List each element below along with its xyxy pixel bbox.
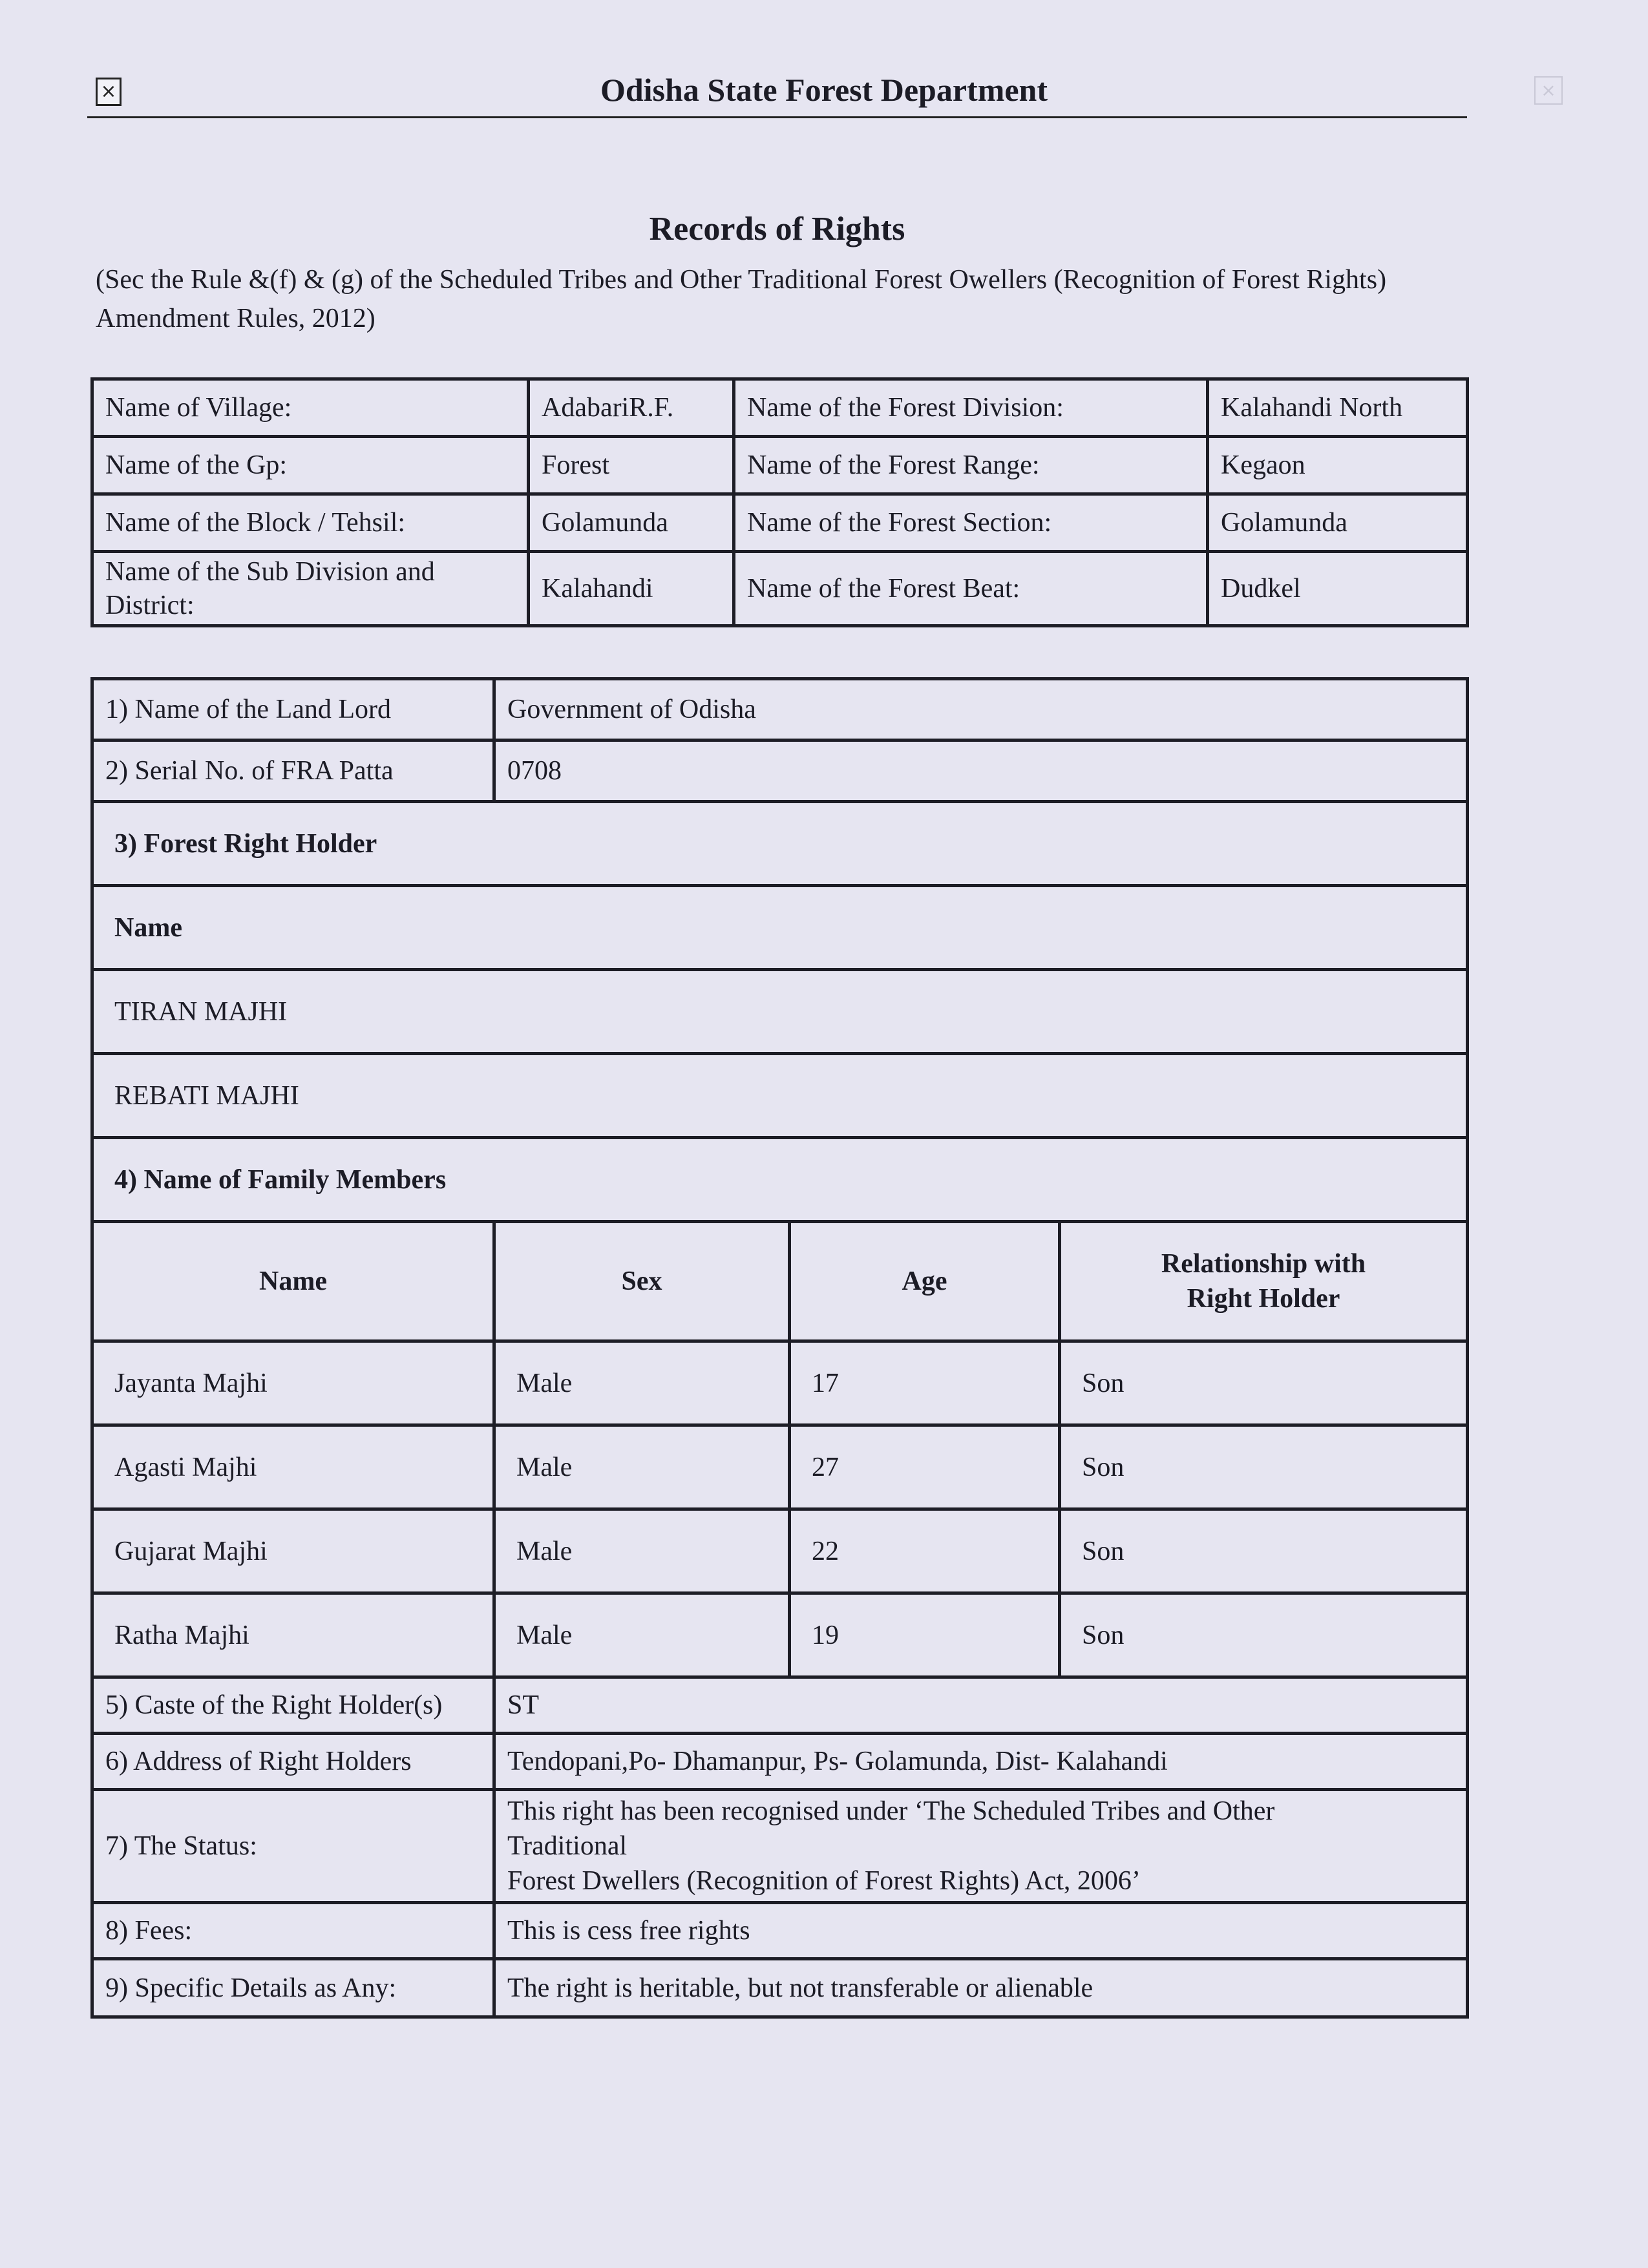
- status-label: 7) The Status:: [92, 1790, 494, 1903]
- land-lord-value: Government of Odisha: [494, 679, 1468, 740]
- land-lord-label: 1) Name of the Land Lord: [92, 679, 494, 740]
- right-holder-heading: 3) Forest Right Holder: [92, 802, 1468, 886]
- serial-label: 2) Serial No. of FRA Patta: [92, 740, 494, 802]
- name-heading: Name: [92, 886, 1468, 970]
- specific-row: [92, 1959, 1468, 2017]
- holder-name: TIRAN MAJHI: [92, 970, 1468, 1054]
- location-label: Name of the Sub Division and District:: [92, 552, 529, 626]
- caste-row: [92, 1677, 1468, 1734]
- location-value: Golamunda: [1208, 494, 1468, 552]
- location-label: Name of the Forest Range:: [734, 437, 1208, 494]
- land-lord-row: [92, 679, 1468, 740]
- column-header-relationship: Relationship with Right Holder: [1060, 1222, 1468, 1341]
- location-value: Kegaon: [1208, 437, 1468, 494]
- status-value: [494, 1790, 1468, 1903]
- section-heading-row: [92, 1138, 1468, 1222]
- fees-row: [92, 1903, 1468, 1959]
- document-title: Records of Rights: [649, 211, 905, 247]
- location-row: [92, 552, 1468, 626]
- family-row: [92, 1593, 1468, 1677]
- holder-row: [92, 970, 1468, 1054]
- family-header-row: [92, 1222, 1468, 1341]
- location-value: Golamunda: [529, 494, 734, 552]
- column-header-age: Age: [790, 1222, 1060, 1341]
- address-label: 6) Address of Right Holders: [92, 1734, 494, 1790]
- header-divider: [87, 116, 1467, 118]
- location-value: Kalahandi North: [1208, 379, 1468, 437]
- family-name: Gujarat Majhi: [92, 1509, 494, 1593]
- fees-value: This is cess free rights: [494, 1903, 1468, 1959]
- family-name: Ratha Majhi: [92, 1593, 494, 1677]
- faint-close-icon: ×: [1534, 76, 1563, 105]
- name-heading-row: [92, 886, 1468, 970]
- holder-row: [92, 1054, 1468, 1138]
- family-sex: Male: [494, 1509, 790, 1593]
- caste-value: ST: [494, 1677, 1468, 1734]
- family-relation: Son: [1060, 1593, 1468, 1677]
- header-title: Odisha State Forest Department: [600, 72, 1048, 108]
- family-sex: Male: [494, 1425, 790, 1509]
- family-sex: Male: [494, 1593, 790, 1677]
- family-name: Jayanta Majhi: [92, 1341, 494, 1425]
- location-label: Name of the Gp:: [92, 437, 529, 494]
- address-value: Tendopani,Po- Dhamanpur, Ps- Golamunda, Dist- Kalahandi: [494, 1734, 1468, 1790]
- location-row: [92, 437, 1468, 494]
- family-relation: Son: [1060, 1509, 1468, 1593]
- location-value: Forest: [529, 437, 734, 494]
- holder-name: REBATI MAJHI: [92, 1054, 1468, 1138]
- location-label: Name of the Forest Beat:: [734, 552, 1208, 626]
- column-header-sex: Sex: [494, 1222, 790, 1341]
- status-line: Forest Dwellers (Recognition of Forest Rights) Act, 2006’: [507, 1866, 1141, 1896]
- close-icon: ×: [96, 78, 121, 106]
- location-value: Kalahandi: [529, 552, 734, 626]
- family-sex: Male: [494, 1341, 790, 1425]
- specific-label: 9) Specific Details as Any:: [92, 1959, 494, 2017]
- family-age: 17: [790, 1341, 1060, 1425]
- location-value: Dudkel: [1208, 552, 1468, 626]
- serial-row: [92, 740, 1468, 802]
- family-age: 27: [790, 1425, 1060, 1509]
- family-row: [92, 1425, 1468, 1509]
- section-heading-row: [92, 802, 1468, 886]
- family-relation: Son: [1060, 1341, 1468, 1425]
- location-table: [90, 377, 1469, 627]
- location-label: Name of the Forest Section:: [734, 494, 1208, 552]
- family-relation: Son: [1060, 1425, 1468, 1509]
- location-label: Name of the Block / Tehsil:: [92, 494, 529, 552]
- status-line: This right has been recognised under ‘The Scheduled Tribes and Other: [507, 1796, 1275, 1826]
- location-value: AdabariR.F.: [529, 379, 734, 437]
- family-heading: 4) Name of Family Members: [92, 1138, 1468, 1222]
- family-age: 19: [790, 1593, 1060, 1677]
- fees-label: 8) Fees:: [92, 1903, 494, 1959]
- status-row: [92, 1790, 1468, 1903]
- location-row: [92, 379, 1468, 437]
- family-name: Agasti Majhi: [92, 1425, 494, 1509]
- caste-label: 5) Caste of the Right Holder(s): [92, 1677, 494, 1734]
- location-label: Name of Village:: [92, 379, 529, 437]
- serial-value: 0708: [494, 740, 1468, 802]
- family-row: [92, 1509, 1468, 1593]
- specific-value: The right is heritable, but not transferable or alienable: [494, 1959, 1468, 2017]
- family-row: [92, 1341, 1468, 1425]
- rights-record-table: [90, 677, 1469, 2019]
- family-age: 22: [790, 1509, 1060, 1593]
- column-header-name: Name: [92, 1222, 494, 1341]
- location-label: Name of the Forest Division:: [734, 379, 1208, 437]
- status-line: Traditional: [507, 1831, 628, 1861]
- location-row: [92, 494, 1468, 552]
- document-subtitle: (Sec the Rule &(f) & (g) of the Scheduled Tribes and Other Traditional Forest Owellers (Recognition of Forest Rights) Amendment Rules, 2012): [96, 265, 1387, 333]
- address-row: [92, 1734, 1468, 1790]
